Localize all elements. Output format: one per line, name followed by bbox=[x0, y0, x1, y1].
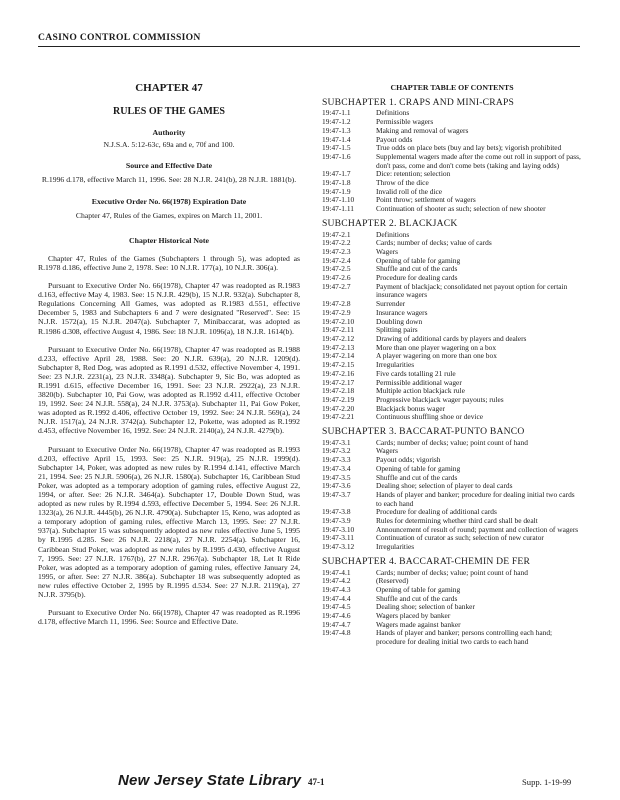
authority-heading: Authority bbox=[152, 128, 186, 138]
section-title: Blackjack bonus wager bbox=[376, 403, 445, 413]
section-title: Throw of the dice bbox=[376, 178, 429, 188]
chapter-title: RULES OF THE GAMES bbox=[113, 106, 225, 118]
toc-entry bbox=[322, 413, 582, 422]
section-title: Opening of table for gaming bbox=[376, 584, 461, 594]
section-title: Surrender bbox=[376, 299, 406, 309]
section-number: 19:47-4.1 bbox=[322, 567, 351, 577]
toc-entry bbox=[322, 205, 582, 214]
section-title: More than one player wagering on a box bbox=[376, 342, 497, 352]
header-rule bbox=[38, 46, 580, 47]
section-number: 19:47-1.6 bbox=[322, 151, 351, 161]
subchapter-heading: SUBCHAPTER 2. BLACKJACK bbox=[322, 217, 458, 229]
toc-entry bbox=[322, 491, 582, 508]
section-title: Announcement of result of round; payment and collection of wagers bbox=[376, 524, 579, 534]
section-title: Payout odds bbox=[376, 134, 413, 144]
section-title: Shuffle and cut of the cards bbox=[376, 472, 458, 482]
section-title: Continuous shuffling shoe or device bbox=[376, 412, 484, 422]
section-title: Cards; number of decks; value; point count of hand bbox=[376, 567, 528, 577]
authority-text: N.J.S.A. 5:12-63c, 69a and e, 70f and 100. bbox=[103, 140, 235, 150]
history-paragraph: Pursuant to Executive Order No. 66(1978), Chapter 47 was readopted as R.1983 d.163, effective May 4, 1983. See: 15 N.J.R. 429(b), 15 N.J.R. 932(a). Subchapter 8, Regulations Concerning All Games, was adopted as R.1983 d.551, effective December 5, 1983 and Subchapters 6 and 7 were designated "Reserved". See: 15 N.J.R. 1572(a), 15 N.J.R. 2047(a). Subchapter 7, Minibaccarat, was adopted as R.1986 d.308, effective August 4, 1986. See: 18 N.J.R. 1096(a), 18 N.J.R. 1614(b). bbox=[38, 281, 300, 336]
page-number: 47-1 bbox=[308, 777, 325, 787]
section-title: Splitting pairs bbox=[376, 325, 418, 335]
section-title: Permissible additional wager bbox=[376, 377, 462, 387]
section-number: 19:47-3.7 bbox=[322, 489, 351, 499]
section-title: Shuffle and cut of the cards bbox=[376, 593, 458, 603]
section-title: Procedure for dealing cards bbox=[376, 273, 458, 283]
section-title: Rules for determining whether third card shall be dealt bbox=[376, 516, 538, 526]
section-number: 19:47-2.19 bbox=[322, 394, 355, 404]
history-paragraph: Chapter 47, Rules of the Games (Subchapters 1 through 5), was adopted as R.1978 d.186, effective June 2, 1978. See: 10 N.J.R. 177(a), 10 N.J.R. 306(a). bbox=[38, 253, 300, 272]
subchapter-heading: SUBCHAPTER 4. BACCARAT-CHEMIN DE FER bbox=[322, 555, 531, 567]
toc-entry bbox=[322, 543, 582, 552]
section-number: 19:47-2.8 bbox=[322, 299, 351, 309]
history-paragraph: Pursuant to Executive Order No. 66(1978), Chapter 47 was readopted as R.1996 d.178, effective March 11, 1996. See: Source and Effective Date. bbox=[38, 608, 300, 627]
toc-entry bbox=[322, 534, 582, 543]
section-title: Opening of table for gaming bbox=[376, 255, 461, 265]
section-title: Supplemental wagers made after the come out roll in support of pass, don't pass, come and don't come bets (taking and laying odds) bbox=[376, 151, 581, 170]
section-title: Hands of player and banker; persons controlling each hand; procedure for dealing initial two cards to each hand bbox=[376, 628, 553, 647]
section-number: 19:47-4.7 bbox=[322, 619, 351, 629]
section-title: A player wagering on more than one box bbox=[376, 351, 497, 361]
section-number: 19:47-2.20 bbox=[322, 403, 355, 413]
toc-entry bbox=[322, 283, 582, 300]
left-column bbox=[38, 80, 300, 626]
section-title: Invalid roll of the dice bbox=[376, 186, 443, 196]
section-title: Payment of blackjack; consolidated net payout option for certain insurance wagers bbox=[376, 281, 568, 300]
section-title: Point throw; settlement of wagers bbox=[376, 195, 476, 205]
section-title: Cards; number of decks; value of cards bbox=[376, 238, 492, 248]
section-number: 19:47-2.12 bbox=[322, 333, 355, 343]
section-title: Wagers made against banker bbox=[376, 619, 461, 629]
section-number: 19:47-1.3 bbox=[322, 125, 351, 135]
history-heading: Chapter Historical Note bbox=[129, 235, 209, 245]
section-number: 19:47-2.6 bbox=[322, 273, 351, 283]
section-title: Continuation of shooter as such; selection of new shooter bbox=[376, 204, 546, 214]
section-number: 19:47-2.17 bbox=[322, 377, 355, 387]
section-title: Wagers placed by banker bbox=[376, 611, 451, 621]
section-number: 19:47-4.2 bbox=[322, 576, 351, 586]
section-title: Definitions bbox=[376, 108, 410, 118]
toc-entry bbox=[322, 439, 582, 448]
section-number: 19:47-3.10 bbox=[322, 524, 355, 534]
section-number: 19:47-4.4 bbox=[322, 593, 351, 603]
toc-entry bbox=[322, 170, 582, 179]
toc-entry bbox=[322, 352, 582, 361]
supplement-date: Supp. 1-19-99 bbox=[522, 777, 572, 787]
section-title: Permissible wagers bbox=[376, 117, 434, 127]
section-number: 19:47-1.8 bbox=[322, 178, 351, 188]
section-number: 19:47-1.7 bbox=[322, 169, 351, 179]
section-title: Irregularities bbox=[376, 360, 415, 370]
section-number: 19:47-3.8 bbox=[322, 507, 351, 517]
right-column bbox=[322, 80, 582, 647]
history-paragraph: Pursuant to Executive Order No. 66(1978), Chapter 47 was readopted as R.1988 d.233, effective April 28, 1988. See: 20 N.J.R. 639(a), 20 N.J.R. 1209(d). Subchapter 8, Red Dog, was adopted as R.1991 d.532, effective November 4, 1991. See: 23 N.J.R. 2231(a), 23 N.J.R. 3348(a). Subchapter 9, Sic Bo, was adopted as R.1991 d.615, effective December 16, 1991. See: 23 N.J.R. 2922(a), 23 N.J.R. 3820(b). Subchapter 10, Pai Gow, was adopted as R.1992 d.411, effective October 19, 1992. See: 24 N.J.R. 558(a), 24 N.J.R. 3753(a). Subchapter 11, Pai Gow Poker, was adopted as R.1992 d.406, effective October 19, 1992. See: 24 N.J.R. 569(a), 24 N.J.R. 1517(a), 24 N.J.R. 3742(a). Subchapter 12, Pokette, was adopted as R.1992 d.453, effective November 16, 1992. See: 24 N.J.R. 2140(a), 24 N.J.R. 4279(b). bbox=[38, 344, 300, 436]
toc-entry bbox=[322, 569, 582, 578]
section-number: 19:47-4.3 bbox=[322, 584, 351, 594]
section-number: 19:47-2.1 bbox=[322, 229, 351, 239]
library-stamp: New Jersey State Library bbox=[118, 772, 302, 789]
section-number: 19:47-4.5 bbox=[322, 602, 351, 612]
source-heading: Source and Effective Date bbox=[125, 161, 213, 171]
toc-entry bbox=[322, 396, 582, 405]
section-title: Hands of player and banker; procedure for dealing initial two cards to each hand bbox=[376, 489, 575, 508]
section-title: (Reserved) bbox=[376, 576, 409, 586]
section-number: 19:47-1.5 bbox=[322, 143, 351, 153]
section-number: 19:47-1.9 bbox=[322, 186, 351, 196]
section-number: 19:47-2.18 bbox=[322, 386, 355, 396]
section-number: 19:47-3.1 bbox=[322, 437, 351, 447]
section-number: 19:47-1.10 bbox=[322, 195, 355, 205]
section-title: Progressive blackjack wager payouts; rules bbox=[376, 394, 504, 404]
section-title: Definitions bbox=[376, 229, 410, 239]
section-title: Dealing shoe; selection of player to deal cards bbox=[376, 481, 513, 491]
section-title: Making and removal of wagers bbox=[376, 125, 469, 135]
toc-entry bbox=[322, 300, 582, 309]
toc-entry bbox=[322, 153, 582, 170]
toc-entry bbox=[322, 239, 582, 248]
section-number: 19:47-3.2 bbox=[322, 446, 351, 456]
toc-entry bbox=[322, 179, 582, 188]
section-title: Multiple action blackjack rule bbox=[376, 386, 465, 396]
running-header: CASINO CONTROL COMMISSION bbox=[38, 32, 201, 43]
section-number: 19:47-2.14 bbox=[322, 351, 355, 361]
section-title: Five cards totalling 21 rule bbox=[376, 368, 456, 378]
section-title: Dice: retention; selection bbox=[376, 169, 451, 179]
section-number: 19:47-1.11 bbox=[322, 204, 354, 214]
section-number: 19:47-2.2 bbox=[322, 238, 351, 248]
section-title: Payout odds; vigorish bbox=[376, 455, 441, 465]
toc-entry bbox=[322, 318, 582, 327]
section-number: 19:47-3.6 bbox=[322, 481, 351, 491]
chapter-number: CHAPTER 47 bbox=[135, 82, 203, 94]
executive-order-heading: Executive Order No. 66(1978) Expiration Date bbox=[91, 196, 247, 206]
subchapter-heading: SUBCHAPTER 1. CRAPS AND MINI-CRAPS bbox=[322, 96, 515, 108]
section-number: 19:47-1.4 bbox=[322, 134, 351, 144]
section-title: Continuation of curator as such; selection of new curator bbox=[376, 533, 544, 543]
subchapter-heading: SUBCHAPTER 3. BACCARAT-PUNTO BANCO bbox=[322, 426, 525, 438]
section-number: 19:47-4.6 bbox=[322, 611, 351, 621]
history-paragraph: Pursuant to Executive Order No. 66(1978), Chapter 47 was readopted as R.1993 d.203, effective April 15, 1993. See: 25 N.J.R. 919(a), 25 N.J.R. 1999(d). Subchapter 14, Poker, was adopted as new rules by R.1994 d.141, effective March 21, 1994. See: 25 N.J.R. 5906(a), 26 N.J.R. 1580(a). Subchapter 16, Caribbean Stud Poker, was adopted as a temporary adoption of gaming rules, effective August 22, 1994, or after. See: 26 N.J.R. 3464(a). Subchapter 17, Double Down Stud, was adopted as new rules by R.1994 d.593, effective December 5, 1994. See: 26 N.J.R. 1323(a), 26 N.J.R. 4445(b), 26 N.J.R. 4790(a). Subchapter 15, Keno, was adopted as a temporary adoption of gaming rules, effective March 13, 1995. See: 27 N.J.R. 937(a). Subchapter 15 was subsequently adopted as new rules effective June 5, 1995 by R.1995 d.285. See: 26 N.J.R. 2218(a), 27 N.J.R. 2254(a). Subchapter 16, Caribbean Stud Poker, was adopted as new rules by R.1995 d.430, effective August 7, 1995. See: 27 N.J.R. 1767(b), 27 N.J.R. 2967(a). Subchapter 18, Let It Ride Poker, was adopted as a temporary adoption of gaming rules, effective January 24, 1995, or after. See: 27 N.J.R. 386(a). Subchapter 18 was subsequently adopted as new rules effective October 2, 1995 by R.1995 d.534. See: 27 N.J.R. 2119(a), 27 N.J.R. 3795(b). bbox=[38, 444, 300, 600]
section-number: 19:47-2.7 bbox=[322, 281, 351, 291]
section-number: 19:47-3.9 bbox=[322, 516, 351, 526]
toc-entry bbox=[322, 309, 582, 318]
section-number: 19:47-3.3 bbox=[322, 455, 351, 465]
section-title: Opening of table for gaming bbox=[376, 463, 461, 473]
section-number: 19:47-2.4 bbox=[322, 255, 351, 265]
section-number: 19:47-2.15 bbox=[322, 360, 355, 370]
source-text: R.1996 d.178, effective March 11, 1996. See: 28 N.J.R. 241(b), 28 N.J.R. 1881(b). bbox=[41, 175, 297, 185]
section-number: 19:47-2.21 bbox=[322, 412, 355, 422]
section-title: Drawing of additional cards by players and dealers bbox=[376, 333, 527, 343]
section-number: 19:47-3.4 bbox=[322, 463, 351, 473]
toc-entry bbox=[322, 629, 582, 646]
section-title: Irregularities bbox=[376, 542, 415, 552]
toc-entry bbox=[322, 127, 582, 136]
section-number: 19:47-3.5 bbox=[322, 472, 351, 482]
section-number: 19:47-2.10 bbox=[322, 316, 355, 326]
toc-entry bbox=[322, 447, 582, 456]
section-number: 19:47-2.9 bbox=[322, 307, 351, 317]
executive-order-text: Chapter 47, Rules of the Games, expires on March 11, 2001. bbox=[75, 210, 263, 220]
section-number: 19:47-2.11 bbox=[322, 325, 354, 335]
section-number: 19:47-2.13 bbox=[322, 342, 355, 352]
section-number: 19:47-3.11 bbox=[322, 533, 354, 543]
section-title: Insurance wagers bbox=[376, 307, 428, 317]
section-number: 19:47-1.1 bbox=[322, 108, 351, 118]
section-title: Shuffle and cut of the cards bbox=[376, 264, 458, 274]
toc-entry bbox=[322, 603, 582, 612]
section-number: 19:47-2.5 bbox=[322, 264, 351, 274]
section-title: True odds on place bets (buy and lay bets); vigorish prohibited bbox=[376, 143, 562, 153]
section-number: 19:47-1.2 bbox=[322, 117, 351, 127]
table-of-contents bbox=[322, 96, 582, 647]
section-title: Dealing shoe; selection of banker bbox=[376, 602, 475, 612]
section-number: 19:47-3.12 bbox=[322, 542, 355, 552]
section-title: Doubling down bbox=[376, 316, 423, 326]
section-number: 19:47-4.8 bbox=[322, 628, 351, 638]
section-number: 19:47-2.3 bbox=[322, 246, 351, 256]
toc-entry bbox=[322, 109, 582, 118]
toc-title: CHAPTER TABLE OF CONTENTS bbox=[390, 83, 514, 92]
section-number: 19:47-2.16 bbox=[322, 368, 355, 378]
section-title: Procedure for dealing of additional cards bbox=[376, 507, 497, 517]
section-title: Wagers bbox=[376, 246, 398, 256]
section-title: Wagers bbox=[376, 446, 398, 456]
section-title: Cards; number of decks; value; point count of hand bbox=[376, 437, 528, 447]
